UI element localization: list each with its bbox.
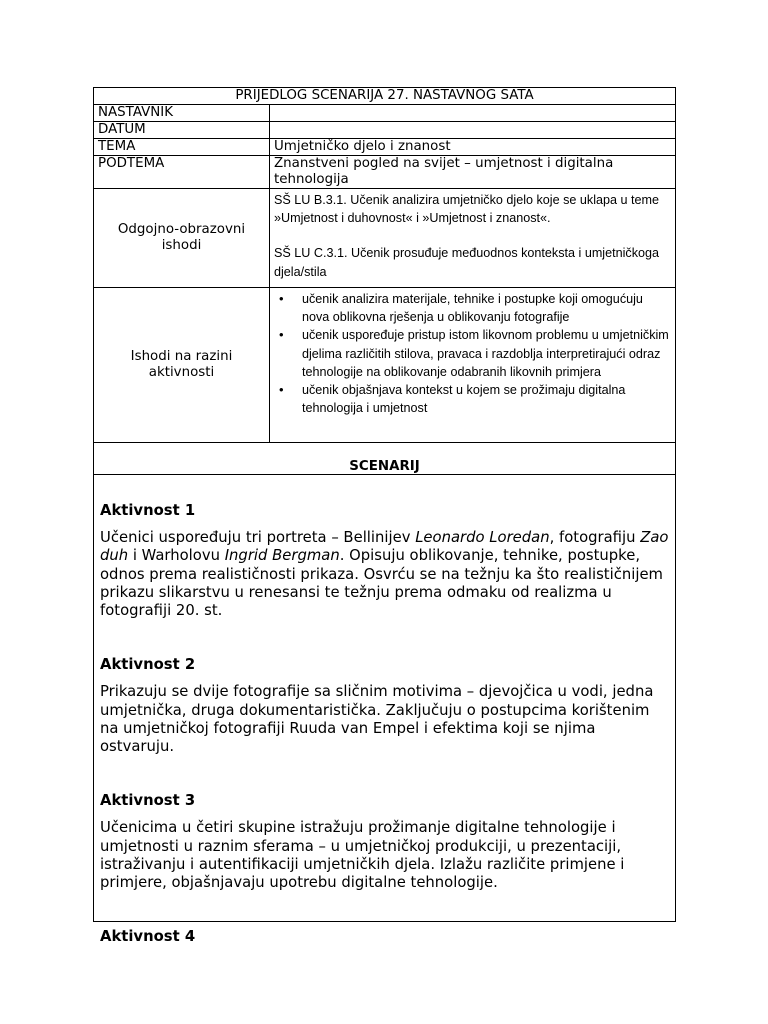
artwork-title: Ingrid Bergman <box>224 547 340 565</box>
table-row <box>94 122 676 139</box>
row-value-subtopic: Znanstveni pogled na svijet – umjetnost i digitalna tehnologija <box>270 156 676 189</box>
table-title-row <box>94 88 676 105</box>
row-value-topic: Umjetničko djelo i znanost <box>270 139 676 156</box>
lesson-plan-page <box>93 87 676 946</box>
activity-title: Aktivnost 4 <box>100 928 196 946</box>
list-item: • učenik uspoređuje pristup istom likovnom problemu u umjetničkim djelima različitih stilova, pravaca i razdoblja interpretirajući odraz tehnologije na oblikovanje odabranih likovnih primjera <box>302 326 671 381</box>
table-row <box>94 139 676 156</box>
text-run: Učenicima u četiri skupine istražuju prožimanje digitalne tehnologije i umjetnosti u raznim sferama – u umjetničkoj produkciji, u prezentaciji, istraživanju i autentifikaciji umjetničkih djela. Izlažu različite primjene i primjere, objašnjavaju upotrebu digitalne tehnologije. <box>100 819 625 892</box>
text-run: , fotografiju <box>549 529 641 547</box>
row-label-teacher: NASTAVNIK <box>94 105 270 122</box>
scenario-body <box>94 475 675 946</box>
activity-title: Aktivnost 1 <box>100 502 196 519</box>
table-row <box>94 189 676 288</box>
text-run: Prikazuju se dvije fotografije sa sličnim motivima – djevojčica u vodi, jedna umjetnička, druga dokumentaristička. Zaključuju o postupcima korištenim na umjetničkoj fotografiji Ruuda van Empel i efektima koji se njima ostvaruju. <box>100 683 654 756</box>
text-run: i Warholovu <box>128 547 225 565</box>
outcome-c31: SŠ LU C.3.1. Učenik prosuđuje međuodnos konteksta i umjetničkoga djela/stila <box>274 246 660 279</box>
table-title: PRIJEDLOG SCENARIJA 27. NASTAVNOG SATA <box>94 88 676 105</box>
table-row <box>94 156 676 189</box>
activity-title: Aktivnost 3 <box>100 792 196 810</box>
artwork-title: Leonardo Loredan <box>415 529 550 547</box>
lesson-info-table <box>93 87 676 443</box>
activity-text <box>100 819 669 892</box>
row-value-date <box>270 122 676 139</box>
outcomes-label: Odgojno-obrazovni ishodi <box>94 189 270 288</box>
row-label-date: DATUM <box>94 122 270 139</box>
row-value-teacher <box>270 105 676 122</box>
list-item: • učenik analizira materijale, tehnike i postupke koji omogućuju nova oblikovna rješenja u oblikovanju fotografije <box>302 290 671 326</box>
outcomes-content <box>270 189 676 288</box>
text-run: . Opisuju oblikovanje, tehnike, postupke, odnos prema realističnosti prikaza. Osvrću se na težnju ka što realističnijem prikazu slikarstvu u renesansi te težnju prema odmaku od realizma u fotografiji 20. st. <box>100 547 663 620</box>
outcome-b31: SŠ LU B.3.1. Učenik analizira umjetničko djelo koje se uklapa u teme »Umjetnost i duhovnost« i »Umjetnost i znanost«. <box>274 193 660 226</box>
activity-title: Aktivnost 2 <box>100 656 196 674</box>
list-item: • učenik objašnjava kontekst u kojem se prožimaju digitalna tehnologija i umjetnost <box>302 381 671 417</box>
row-label-topic: TEMA <box>94 139 270 156</box>
activity-outcomes-list <box>274 290 671 417</box>
table-row <box>94 288 676 443</box>
row-label-subtopic: PODTEMA <box>94 156 270 189</box>
scenario-section <box>93 443 676 946</box>
activity-text <box>100 529 669 620</box>
activity-outcomes-content <box>270 288 676 443</box>
activity-text <box>100 683 669 756</box>
text-run: Učenici uspoređuju tri portreta – Bellinijev <box>100 529 416 547</box>
scenario-heading: SCENARIJ <box>94 443 675 475</box>
activity-outcomes-label: Ishodi na razini aktivnosti <box>94 288 270 443</box>
artwork-title: Zao duh <box>100 529 669 565</box>
table-row <box>94 105 676 122</box>
